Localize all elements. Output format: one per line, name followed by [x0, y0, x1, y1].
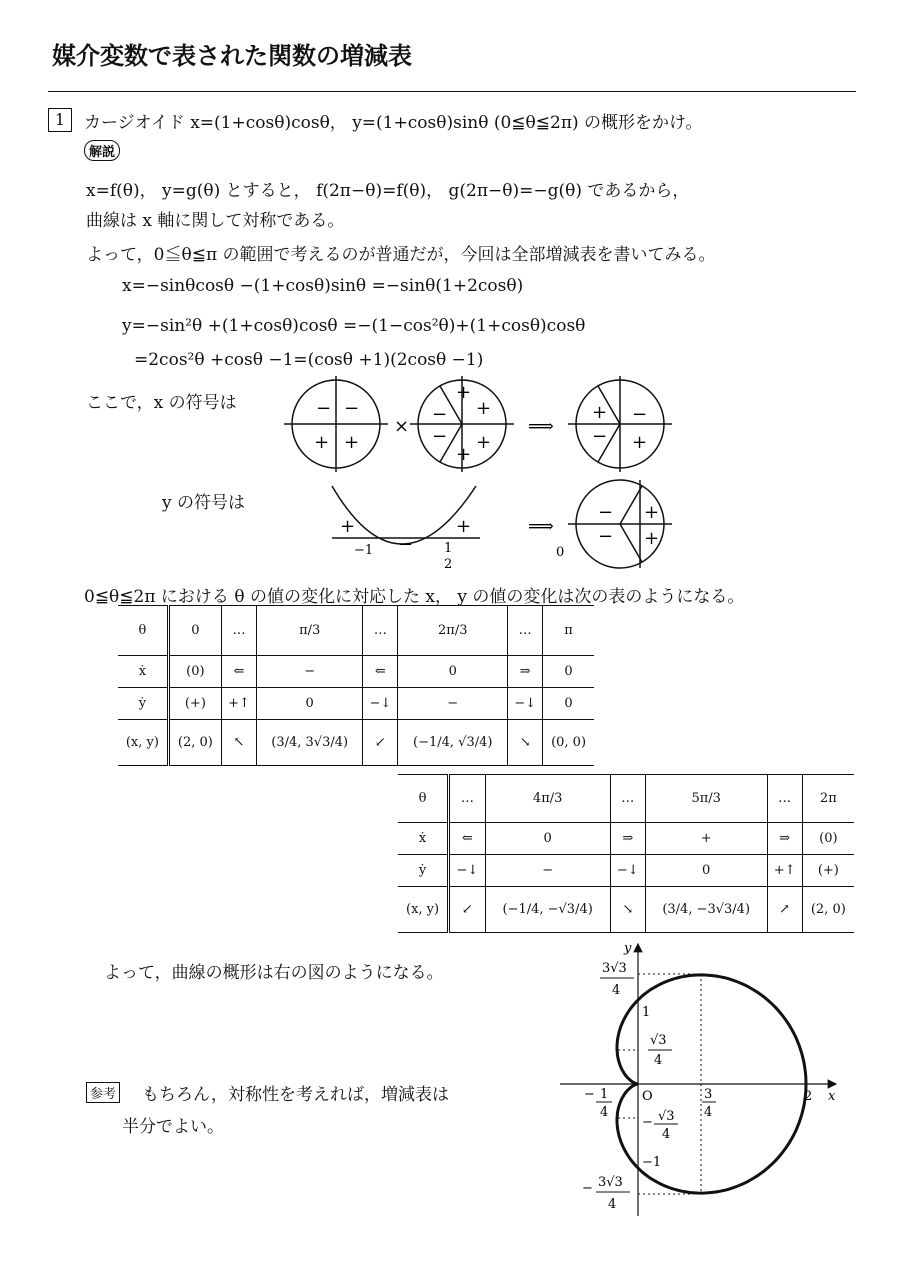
t2-h1: …: [449, 775, 485, 823]
svg-text:−: −: [598, 526, 614, 547]
svg-text:1: 1: [600, 1087, 609, 1102]
reference-text-2: 半分でよい。: [122, 1117, 224, 1137]
title-rule: [48, 91, 856, 92]
t2-h0: θ: [398, 775, 449, 823]
svg-text:−: −: [582, 1181, 593, 1196]
svg-text:+: +: [340, 516, 356, 537]
origin-label: O: [642, 1089, 653, 1104]
svg-text:−: −: [598, 502, 614, 523]
t1-h5: 2π/3: [398, 606, 508, 656]
t2-x6: (0): [802, 823, 854, 855]
svg-text:+: +: [456, 382, 472, 403]
t1-h7: π: [543, 606, 594, 656]
t1-p3: (3/4, 3√3/4): [256, 720, 363, 766]
t2-p4: (3/4, −3√3/4): [645, 887, 767, 933]
solution-badge: 解説: [84, 140, 120, 161]
t2-p2: (−1/4, −√3/4): [485, 887, 610, 933]
svg-text:+: +: [314, 432, 330, 453]
reference-text-1: もちろん，対称性を考えれば，増減表は: [142, 1085, 450, 1105]
t1-x3: −: [256, 656, 363, 688]
t2-y1: −↓: [449, 855, 485, 887]
svg-text:−: −: [642, 1115, 653, 1130]
t1-y2: +↑: [222, 688, 257, 720]
reference-badge: 参考: [86, 1082, 120, 1103]
t2-x5: ⇒: [767, 823, 802, 855]
t2-x1: ⇐: [449, 823, 485, 855]
svg-text:+: +: [644, 528, 660, 549]
ydot-equation: y=−sin²θ +(1+cosθ)cosθ =−(1−cos²θ)+(1+cosθ)cosθ: [122, 316, 586, 336]
label-one: 1: [642, 1005, 651, 1020]
t1-p5: (−1/4, √3/4): [398, 720, 508, 766]
variation-table-2: [398, 774, 854, 933]
problem-statement: カージオイド x=(1+cosθ)cosθ， y=(1+cosθ)sinθ (0≦θ≦2π) の概形をかけ。: [84, 113, 703, 133]
t1-y3: 0: [256, 688, 363, 720]
svg-text:−: −: [584, 1087, 595, 1102]
t1-h2: …: [222, 606, 257, 656]
svg-text:−: −: [344, 398, 360, 419]
problem-number: 1: [48, 108, 72, 132]
svg-text:−: −: [632, 404, 648, 425]
t1-y4: −↓: [363, 688, 398, 720]
t2-h2: 4π/3: [485, 775, 610, 823]
svg-text:+: +: [456, 444, 472, 465]
svg-text:+: +: [592, 402, 608, 423]
t1-y6: −↓: [508, 688, 543, 720]
label-a-den: 4: [612, 983, 621, 998]
svg-text:×: ×: [394, 416, 410, 437]
svg-text:+: +: [476, 398, 492, 419]
svg-text:+: +: [632, 432, 648, 453]
ydot-factored: =2cos²θ +cosθ −1=(cosθ +1)(2cosθ −1): [134, 350, 484, 370]
ydot-sign-label: y の符号は: [162, 493, 246, 513]
xdot-equation: x=−sinθcosθ −(1+cosθ)sinθ =−sinθ(1+2cosθ): [122, 276, 524, 296]
svg-text:3: 3: [704, 1087, 713, 1102]
text-line-1: x=f(θ)， y=g(θ) とすると， f(2π−θ)=f(θ)， g(2π−θ)=−g(θ) であるから，: [86, 181, 690, 201]
svg-text:⟹: ⟹: [528, 516, 554, 537]
t2-p5: ↗: [767, 887, 802, 933]
t2-y2: −: [485, 855, 610, 887]
t1-p2: ↖: [222, 720, 257, 766]
t2-x4: +: [645, 823, 767, 855]
t2-h5: …: [767, 775, 802, 823]
t1-h3: π/3: [256, 606, 363, 656]
y-axis-label: y: [624, 941, 632, 956]
t2-h4: 5π/3: [645, 775, 767, 823]
t1-x7: 0: [543, 656, 594, 688]
page-title: 媒介変数で表された関数の増減表: [52, 42, 412, 70]
t1-x4: ⇐: [363, 656, 398, 688]
t1-x6: ⇒: [508, 656, 543, 688]
t1-p7: (0, 0): [543, 720, 594, 766]
label-b-den: 4: [654, 1053, 663, 1068]
cardioid-graph: [560, 940, 850, 1220]
t1-p6: ↘: [508, 720, 543, 766]
svg-text:−: −: [432, 404, 448, 425]
svg-text:−: −: [432, 426, 448, 447]
t1-x2: ⇐: [222, 656, 257, 688]
conclusion-text: よって，曲線の概形は右の図のようになる。: [104, 963, 444, 983]
t1-x1: (0): [168, 656, 221, 688]
t1-p1: (2, 0): [168, 720, 221, 766]
svg-text:−: −: [398, 534, 414, 555]
svg-text:0: 0: [556, 545, 565, 560]
svg-text:−: −: [316, 398, 332, 419]
t1-y7: 0: [543, 688, 594, 720]
t1-h6: …: [508, 606, 543, 656]
t2-x3: ⇒: [610, 823, 645, 855]
svg-text:√3: √3: [658, 1109, 675, 1124]
sign-diagrams: [280, 372, 680, 582]
text-line-3: よって，0≦θ≦π の範囲で考えるのが普通だが，今回は全部増減表を書いてみる。: [86, 245, 716, 265]
variation-table-1: [118, 605, 594, 766]
svg-text:4: 4: [608, 1197, 617, 1212]
svg-text:+: +: [476, 432, 492, 453]
t2-y5: +↑: [767, 855, 802, 887]
t1-p4: ↙: [363, 720, 398, 766]
label-minus-one: −1: [642, 1155, 662, 1170]
t2-p1: ↙: [449, 887, 485, 933]
t2-y0: ẏ: [398, 855, 449, 887]
t2-x2: 0: [485, 823, 610, 855]
t2-p0: (x, y): [398, 887, 449, 933]
svg-text:+: +: [456, 516, 472, 537]
svg-text:−: −: [592, 426, 608, 447]
text-line-2: 曲線は x 軸に関して対称である。: [86, 211, 345, 231]
svg-text:−1: −1: [354, 543, 374, 558]
t2-p6: (2, 0): [802, 887, 854, 933]
table-intro: 0≦θ≦2π における θ の値の変化に対応した x， y の値の変化は次の表のようになる。: [84, 587, 745, 607]
t1-h1: 0: [168, 606, 221, 656]
svg-text:4: 4: [704, 1105, 713, 1120]
t1-y5: −: [398, 688, 508, 720]
svg-text:3√3: 3√3: [598, 1175, 623, 1190]
t2-p3: ↘: [610, 887, 645, 933]
t2-y6: (+): [802, 855, 854, 887]
svg-text:1: 1: [444, 541, 453, 556]
t1-x5: 0: [398, 656, 508, 688]
t1-h0: θ: [118, 606, 168, 656]
t1-h4: …: [363, 606, 398, 656]
label-a: 3√3: [602, 961, 627, 976]
svg-text:4: 4: [662, 1127, 671, 1142]
t1-y1: (+): [168, 688, 221, 720]
t2-y4: 0: [645, 855, 767, 887]
x-axis-label: x: [828, 1089, 836, 1104]
xdot-sign-label: ここで，x の符号は: [86, 393, 237, 413]
label-two: 2: [804, 1089, 813, 1104]
t2-x0: ẋ: [398, 823, 449, 855]
svg-text:⟹: ⟹: [528, 416, 554, 437]
t2-y3: −↓: [610, 855, 645, 887]
label-b: √3: [650, 1033, 667, 1048]
t1-x0: ẋ: [118, 656, 168, 688]
svg-text:4: 4: [600, 1105, 609, 1120]
t2-h3: …: [610, 775, 645, 823]
svg-text:+: +: [644, 502, 660, 523]
t1-p0: (x, y): [118, 720, 168, 766]
svg-text:2: 2: [444, 557, 453, 572]
t1-y0: ẏ: [118, 688, 168, 720]
svg-text:+: +: [344, 432, 360, 453]
t2-h6: 2π: [802, 775, 854, 823]
